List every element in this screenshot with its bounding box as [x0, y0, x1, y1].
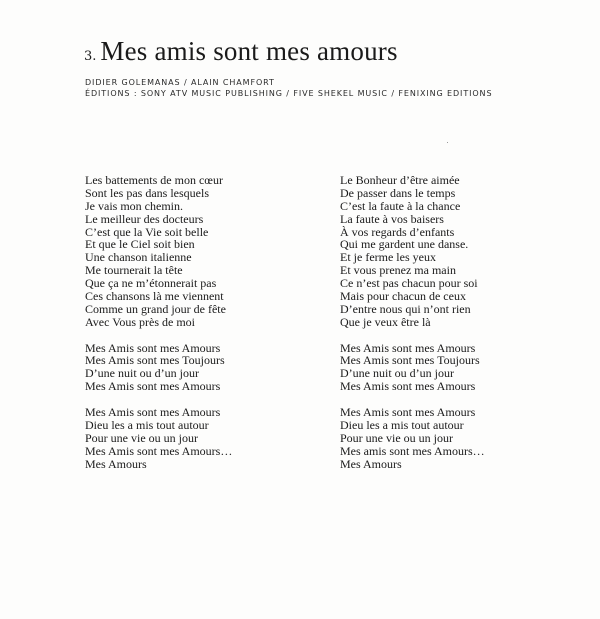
lyric-line: Que ça ne m’étonnerait pas	[85, 276, 217, 291]
lyric-line: Le Bonheur d’être aimée	[340, 173, 460, 187]
lyric-line: Avec Vous près de moi	[85, 314, 195, 329]
lyric-stanza	[340, 406, 485, 470]
track-number: 3.	[84, 49, 97, 64]
lyric-line: Sont les pas dans lesquels	[85, 185, 209, 200]
lyric-stanza	[340, 342, 485, 394]
lyric-line: Mes Amours	[340, 456, 402, 471]
lyric-line: Je vais mon chemin.	[85, 198, 183, 213]
lyric-line: Mes Amis sont mes Amours	[85, 340, 221, 355]
song-title: Mes amis sont mes amours	[100, 36, 398, 66]
lyric-line: C’est la faute à la chance	[340, 198, 461, 213]
lyric-line: Comme un grand jour de fête	[85, 301, 226, 316]
songwriters-credit: DIDIER GOLEMANAS / ALAIN CHAMFORT	[85, 78, 275, 87]
lyric-line: C’est que la Vie soit belle	[85, 224, 209, 239]
lyric-line: D’une nuit ou d’un jour	[85, 366, 199, 381]
lyric-line: Ces chansons là me viennent	[85, 289, 224, 304]
lyric-line: Dieu les a mis tout autour	[340, 417, 464, 432]
lyric-line: La faute à vos baisers	[340, 211, 444, 226]
lyric-line: Mes Amis sont mes Amours	[85, 379, 221, 394]
lyric-line: Ce n’est pas chacun pour soi	[340, 276, 478, 291]
lyric-line: Qui me gardent une danse.	[340, 237, 469, 252]
lyric-line: Que je veux être là	[340, 314, 431, 329]
lyric-line: Dieu les a mis tout autour	[85, 417, 209, 432]
lyric-stanza	[85, 174, 232, 329]
lyric-line: Les battements de mon cœur	[85, 173, 223, 187]
lyric-line: Et je ferme les yeux	[340, 250, 436, 265]
lyric-line: Mes Amis sont mes Toujours	[340, 353, 480, 368]
lyric-line: Le meilleur des docteurs	[85, 211, 204, 226]
lyric-line: Et vous prenez ma main	[340, 263, 456, 278]
lyric-line: Mes amis sont mes Amours…	[340, 443, 485, 458]
lyric-line: D’entre nous qui n’ont rien	[340, 301, 471, 316]
lyric-line: Pour une vie ou un jour	[340, 430, 453, 445]
lyric-line: Mes Amis sont mes Amours	[340, 379, 476, 394]
lyric-line: Mes Amis sont mes Amours	[340, 405, 476, 420]
lyric-line: Une chanson italienne	[85, 250, 192, 265]
lyric-line: Et que le Ciel soit bien	[85, 237, 195, 252]
lyrics-right-column	[340, 174, 485, 470]
lyric-line: De passer dans le temps	[340, 185, 456, 200]
lyric-line: D’une nuit ou d’un jour	[340, 366, 454, 381]
lyric-line: Pour une vie ou un jour	[85, 430, 198, 445]
publishers-credit: ÉDITIONS : SONY ATV MUSIC PUBLISHING / FIVE SHEKEL MUSIC / FENIXING EDITIONS	[85, 89, 493, 98]
lyric-line: Mes Amours	[85, 456, 147, 471]
lyric-line: Mes Amis sont mes Amours	[340, 340, 476, 355]
lyric-stanza	[340, 174, 485, 329]
lyric-line: Mes Amis sont mes Amours	[85, 405, 221, 420]
print-speck	[447, 142, 448, 143]
song-credits	[85, 77, 492, 99]
lyric-line: Mais pour chacun de ceux	[340, 289, 466, 304]
song-heading	[84, 36, 398, 67]
lyric-line: À vos regards d’enfants	[340, 224, 455, 239]
lyric-stanza	[85, 406, 232, 470]
lyric-line: Me tournerait la tête	[85, 263, 183, 278]
lyric-line: Mes Amis sont mes Amours…	[85, 443, 233, 458]
lyrics-left-column	[85, 174, 232, 470]
lyric-stanza	[85, 342, 232, 394]
lyric-line: Mes Amis sont mes Toujours	[85, 353, 225, 368]
